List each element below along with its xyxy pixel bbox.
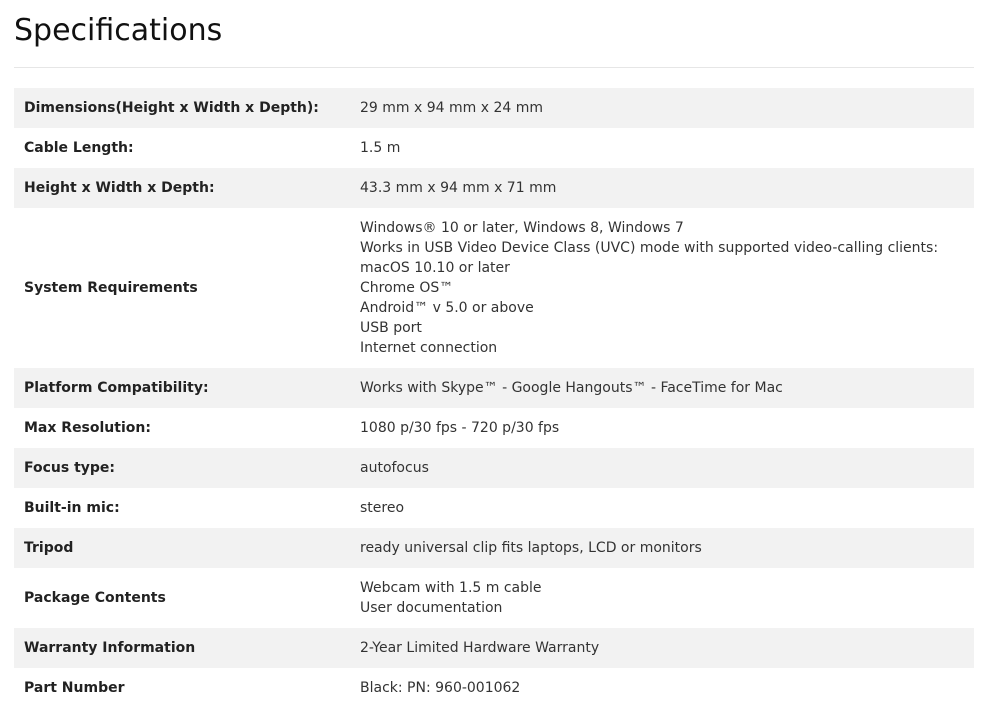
spec-value-line: 29 mm x 94 mm x 24 mm bbox=[360, 100, 543, 116]
spec-value-line: Internet connection bbox=[360, 340, 498, 356]
spec-label: Warranty Information bbox=[24, 640, 196, 656]
spec-value bbox=[350, 98, 974, 118]
spec-row bbox=[14, 168, 974, 208]
spec-row bbox=[14, 528, 974, 568]
spec-value-line: 1080 p/30 fps - 720 p/30 fps bbox=[360, 420, 560, 436]
spec-value bbox=[350, 678, 974, 698]
spec-label: Platform Compatibility: bbox=[24, 380, 209, 396]
spec-value-line: Black: PN: 960-001062 bbox=[360, 680, 521, 696]
spec-value-line: 2-Year Limited Hardware Warranty bbox=[360, 640, 600, 656]
spec-value bbox=[350, 538, 974, 558]
spec-row bbox=[14, 408, 974, 448]
spec-row bbox=[14, 628, 974, 668]
spec-row bbox=[14, 368, 974, 408]
spec-label: Built-in mic: bbox=[24, 500, 120, 516]
spec-value-line: USB port bbox=[360, 320, 422, 336]
spec-label: Package Contents bbox=[24, 590, 166, 606]
spec-value bbox=[350, 418, 974, 438]
spec-value-line: ready universal clip fits laptops, LCD or monitors bbox=[360, 540, 702, 556]
spec-label: Max Resolution: bbox=[24, 420, 151, 436]
spec-label: System Requirements bbox=[24, 280, 198, 296]
spec-value-line: 43.3 mm x 94 mm x 71 mm bbox=[360, 180, 557, 196]
spec-value-line: Android™ v 5.0 or above bbox=[360, 300, 534, 316]
spec-value-line: autofocus bbox=[360, 460, 429, 476]
page-title: Specifications bbox=[14, 13, 223, 48]
spec-label: Focus type: bbox=[24, 460, 116, 476]
spec-value bbox=[350, 578, 974, 618]
spec-label: Tripod bbox=[24, 540, 74, 556]
spec-value bbox=[350, 178, 974, 198]
spec-row bbox=[14, 668, 974, 708]
spec-value bbox=[350, 638, 974, 658]
spec-value-line: Works with Skype™ - Google Hangouts™ - FaceTime for Mac bbox=[360, 380, 783, 396]
spec-label: Part Number bbox=[24, 680, 125, 696]
spec-label: Dimensions(Height x Width x Depth): bbox=[24, 100, 319, 116]
spec-value-line: Webcam with 1.5 m cable bbox=[360, 580, 542, 596]
spec-row bbox=[14, 488, 974, 528]
spec-row bbox=[14, 88, 974, 128]
title-divider bbox=[14, 67, 974, 68]
spec-row bbox=[14, 128, 974, 168]
spec-value-line: stereo bbox=[360, 500, 405, 516]
spec-value bbox=[350, 458, 974, 478]
spec-row bbox=[14, 208, 974, 368]
spec-value-line: Windows® 10 or later, Windows 8, Windows 7 bbox=[360, 220, 684, 236]
spec-value bbox=[350, 218, 974, 358]
spec-row bbox=[14, 448, 974, 488]
spec-value bbox=[350, 378, 974, 398]
spec-value-line: macOS 10.10 or later bbox=[360, 260, 510, 276]
spec-label: Cable Length: bbox=[24, 140, 134, 156]
spec-value bbox=[350, 498, 974, 518]
spec-value-line: Chrome OS™ bbox=[360, 280, 454, 296]
spec-value-line: 1.5 m bbox=[360, 140, 401, 156]
spec-value-line: User documentation bbox=[360, 600, 503, 616]
spec-row bbox=[14, 568, 974, 628]
spec-label: Height x Width x Depth: bbox=[24, 180, 215, 196]
spec-value-line: Works in USB Video Device Class (UVC) mode with supported video-calling clients: bbox=[360, 240, 939, 256]
specifications-table bbox=[14, 88, 974, 708]
spec-value bbox=[350, 138, 974, 158]
